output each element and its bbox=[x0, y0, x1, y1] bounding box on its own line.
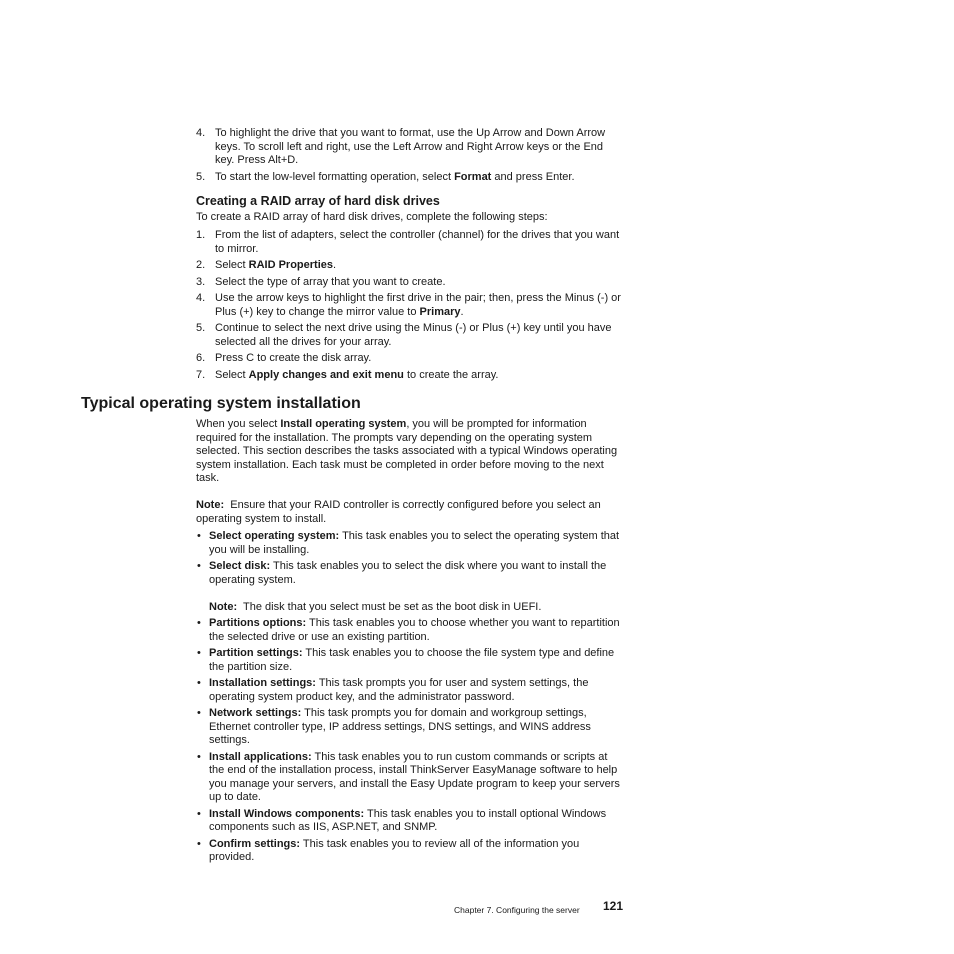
page-number: 121 bbox=[603, 899, 624, 913]
list-item: 5. Continue to select the next drive using the Minus (-) or Plus (+) key until you have selected all the drives for your array. bbox=[196, 322, 612, 348]
step-number: 5. bbox=[196, 322, 206, 334]
list-item: 5. To start the low-level formatting operation, select Format and press Enter. bbox=[196, 170, 575, 183]
note-label: Note: bbox=[196, 499, 225, 511]
raid-steps-list bbox=[196, 229, 624, 385]
bullet-icon: • bbox=[197, 677, 201, 689]
list-item: • Select disk: This task enables you to select the disk where you want to install the operating system. Note: The disk that you select must be set as the boot disk in UEFI. bbox=[196, 560, 624, 614]
list-item: • Install applications: This task enables you to run custom commands or scripts at the end of the installation process, install ThinkServer EasyManage software to help you manage your servers, and install the Easy Update program to keep your servers up to date. bbox=[197, 750, 620, 803]
bullet-icon: • bbox=[197, 837, 201, 850]
list-item: • Install Windows components: This task enables you to install optional Windows components such as IIS, ASP.NET, and SNMP. bbox=[197, 807, 607, 833]
footer-chapter: Chapter 7. Configuring the server bbox=[454, 905, 580, 915]
section-heading: Typical operating system installation bbox=[81, 395, 361, 412]
list-item: • Select operating system: This task enables you to select the operating system that you will be installing. bbox=[197, 530, 620, 556]
format-steps-list bbox=[196, 127, 624, 187]
list-item: • Partition settings: This task enables you to choose the file system type and define the partition size. bbox=[197, 647, 615, 673]
disk-note: Note: The disk that you select must be set as the boot disk in UEFI. bbox=[209, 600, 542, 613]
raid-intro: To create a RAID array of hard disk drives, complete the following steps: bbox=[196, 211, 548, 223]
bullet-icon: • bbox=[197, 750, 201, 763]
list-item: 6. Press C to create the disk array. bbox=[196, 352, 372, 364]
note-label: Note: bbox=[209, 600, 238, 613]
raid-note: Note: Ensure that your RAID controller is correctly configured before you select an operating system to install. bbox=[196, 499, 601, 525]
raid-heading: Creating a RAID array of hard disk drives bbox=[196, 194, 440, 208]
step-number: 3. bbox=[196, 275, 206, 288]
step-number: 6. bbox=[196, 352, 206, 364]
step-number: 4. bbox=[196, 127, 206, 139]
bullet-icon: • bbox=[197, 530, 201, 542]
bullet-icon: • bbox=[197, 617, 201, 629]
bullet-icon: • bbox=[197, 647, 201, 659]
list-item: 4. To highlight the drive that you want to format, use the Up Arrow and Down Arrow keys. To scroll left and right, use the Left Arrow and Right Arrow keys or the End key. Press Alt+D. bbox=[196, 127, 606, 166]
os-intro: When you select Install operating system, you will be prompted for information required for the installation. The prompts vary depending on the operating system selected. This section describes the tasks associated with a typical Windows operating system installation. Each task must be completed in order before moving to the next task. bbox=[196, 418, 618, 484]
step-number: 4. bbox=[196, 292, 206, 304]
step-number: 2. bbox=[196, 259, 206, 271]
step-number: 1. bbox=[196, 229, 206, 241]
list-item: • Partitions options: This task enables you to choose whether you want to repartition the selected drive or use an existing partition. bbox=[197, 617, 620, 643]
step-number: 5. bbox=[196, 170, 206, 183]
bullet-icon: • bbox=[197, 807, 201, 820]
list-item: • Confirm settings: This task enables you to review all of the information you provided. bbox=[197, 837, 580, 863]
list-item: 7. Select Apply changes and exit menu to create the array. bbox=[196, 368, 499, 381]
step-number: 7. bbox=[196, 368, 206, 381]
task-list bbox=[196, 530, 624, 868]
list-item: 1. From the list of adapters, select the controller (channel) for the drives that you want to mirror. bbox=[196, 229, 620, 255]
list-item: 3. Select the type of array that you want to create. bbox=[196, 275, 446, 288]
list-item: • Installation settings: This task prompts you for user and system settings, the operating system product key, and the administrator password. bbox=[197, 677, 589, 703]
bullet-icon: • bbox=[197, 707, 201, 719]
bullet-icon: • bbox=[197, 560, 201, 572]
list-item: 2. Select RAID Properties. bbox=[196, 259, 337, 271]
list-item: 4. Use the arrow keys to highlight the first drive in the pair; then, press the Minus (-) or Plus (+) key to change the mirror value to Primary. bbox=[196, 292, 621, 318]
list-item: • Network settings: This task prompts you for domain and workgroup settings, Ethernet controller type, IP address settings, DNS settings, and WINS address settings. bbox=[197, 707, 591, 746]
